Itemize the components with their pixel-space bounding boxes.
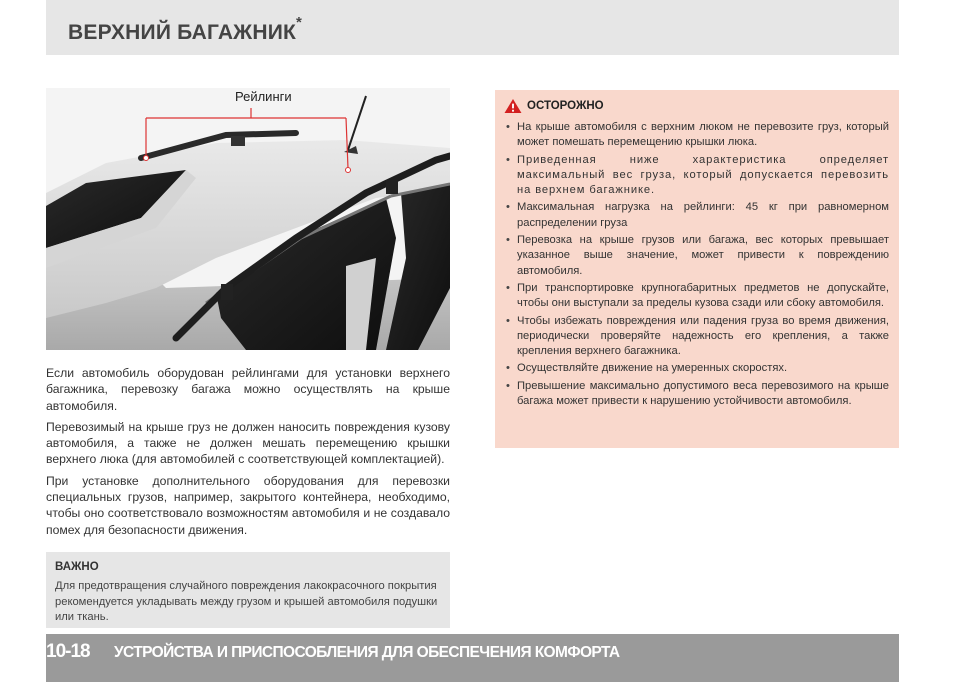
warning-box <box>495 90 899 448</box>
warning-list <box>503 120 889 409</box>
important-notice <box>46 552 450 628</box>
warning-item: • Чтобы избежать повреждения или падения груза во время движения, периодически проверяйте надежность его крепления, а также крепления верхнего багажника. <box>503 314 889 360</box>
paragraph: Если автомобиль оборудован рейлингами для установки верхнего багажника, перевозку багажа можно осуществлять на крыше автомобиля. <box>46 366 450 413</box>
warning-item: • Превышение максимально допустимого веса перевозимого на крыше багажа может привести к нарушению устойчивости автомобиля. <box>503 379 889 410</box>
warning-item: • При транспортировке крупногабаритных предметов не допускайте, чтобы они выступали за пределы кузова сзади или сбоку автомобиля. <box>503 281 889 312</box>
chapter-title: УСТРОЙСТВА И ПРИСПОСОБЛЕНИЯ ДЛЯ ОБЕСПЕЧЕНИЯ КОМФОРТА <box>114 644 620 661</box>
warning-header <box>503 98 889 114</box>
figure-label-rails: Рейлинги <box>235 89 292 104</box>
car-roof-rails-image <box>46 88 450 350</box>
page-title <box>68 14 303 45</box>
body-text <box>46 365 450 543</box>
page-header <box>46 0 899 55</box>
roof-rails-figure <box>46 88 450 350</box>
warning-item: • Перевозка на крыше грузов или багажа, вес которых превышает указанное выше значение, может привести к повреждению автомобиля. <box>503 233 889 279</box>
warning-triangle-icon <box>503 98 523 114</box>
warning-title: ОСТОРОЖНО <box>527 100 604 112</box>
paragraph: При установке дополнительного оборудования для перевозки специальных грузов, например, закрытого контейнера, необходимо, чтобы оно соответствовало возможностям автомобиля и не создавало помех для безопасности движения. <box>46 473 450 537</box>
warning-item: • Приведенная ниже характеристика определяет максимальный вес груза, который допускается перевозить на верхнем багажнике. <box>503 153 889 199</box>
page-title-text: ВЕРХНИЙ БАГАЖНИК <box>68 21 297 44</box>
page-footer <box>46 634 899 682</box>
paragraph: Перевозимый на крыше груз не должен наносить повреждения кузову автомобиля, а также не должен мешать перемещению крышки верхнего люка (для автомобилей с соответствующей комплектацией). <box>46 419 450 467</box>
page-number: 10-18 <box>46 641 90 662</box>
important-title: ВАЖНО <box>55 561 99 573</box>
page-title-asterisk: * <box>296 14 303 31</box>
warning-item: • На крыше автомобиля с верхним люком не перевозите груз, который может помешать перемещению крышки люка. <box>503 120 889 151</box>
important-text: Для предотвращения случайного повреждения лакокрасочного покрытия рекомендуется укладывать между грузом и крышей автомобиля подушки или ткань. <box>55 580 438 623</box>
warning-item: • Осуществляйте движение на умеренных скоростях. <box>503 361 889 376</box>
warning-item: • Максимальная нагрузка на рейлинги: 45 кг при равномерном распределении груза <box>503 200 889 231</box>
